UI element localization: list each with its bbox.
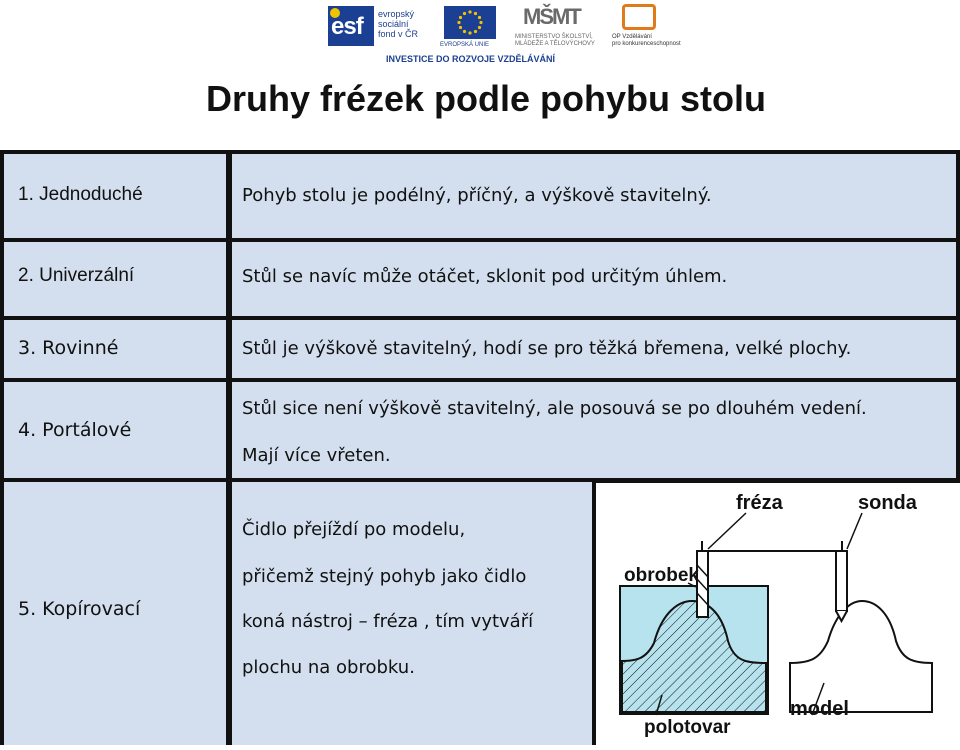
eu-logo [440,6,500,50]
model-profile [790,601,932,712]
page-title: Druhy frézek podle pohybu stolu [205,78,767,119]
esf-mark-icon: esf [328,6,374,46]
table-row-1-label-cell [4,154,226,238]
row-2-label: 2. Univerzální [18,265,135,286]
link-rod [702,541,842,551]
row-5-description-line-3: koná nástroj – fréza , tím vytváří [242,611,534,632]
esf-logo [328,6,438,46]
copy-milling-diagram [596,483,960,745]
msmt-logo [515,4,605,52]
label-polotovar: polotovar [644,717,731,738]
table-row-4-desc-cell [232,382,956,478]
table-row-5-label-cell [4,482,226,745]
row-2-description: Stůl se navíc může otáčet, sklonit pod určitým úhlem. [242,266,728,287]
msmt-logo-text: MINISTERSTVO ŠKOLSTVÍ, MLÁDEŽE A TĚLOVÝCHOVY [515,34,595,47]
row-5-description-line-2: přičemž stejný pohyb jako čidlo [242,566,527,587]
table-row-2-label-cell [4,242,226,316]
row-1-description: Pohyb stolu je podélný, příčný, a výškově stavitelný. [242,185,712,206]
table-row-3-desc-cell [232,320,956,378]
row-1-label: 1. Jednoduché [18,184,143,205]
table-row-3-label-cell [4,320,226,378]
table-row-4-label-cell [4,382,226,478]
row-3-label: 3. Rovinné [18,337,119,359]
table-row-1-desc-cell [232,154,956,238]
diagram-svg [596,483,960,745]
label-sonda: sonda [858,492,917,514]
table-row-2-desc-cell [232,242,956,316]
eu-flag-icon [444,6,496,39]
row-5-label: 5. Kopírovací [18,598,141,620]
eu-logo-text: EVROPSKÁ UNIE [440,42,490,48]
logo-caption: INVESTICE DO ROZVOJE VZDĚLÁVÁNÍ [386,54,556,64]
row-5-description-line-4: plochu na obrobku. [242,657,415,678]
op-logo-text: OP Vzdělávání pro konkurenceschopnost [612,34,681,47]
op-mark-icon [622,4,656,30]
row-4-description-line-2: Mají více vřeten. [242,445,391,466]
logo-bar [320,2,681,64]
esf-logo-text: evropský sociální fond v ČR [378,9,419,39]
label-freza: fréza [736,492,783,514]
label-obrobek: obrobek [624,565,699,586]
msmt-mark-icon: MŠMT [523,4,580,29]
op-logo [612,4,681,52]
row-5-description-line-1: Čidlo přejíždí po modelu, [242,519,466,540]
row-4-description-line-1: Stůl sice není výškově stavitelný, ale posouvá se po dlouhém vedení. [242,398,867,419]
row-3-description: Stůl je výškově stavitelný, hodí se pro těžká břemena, velké plochy. [242,338,852,359]
table-row-5-desc-cell [232,482,592,745]
row-4-label: 4. Portálové [18,419,132,441]
label-model: model [790,698,849,720]
probe-shaft [836,551,847,611]
